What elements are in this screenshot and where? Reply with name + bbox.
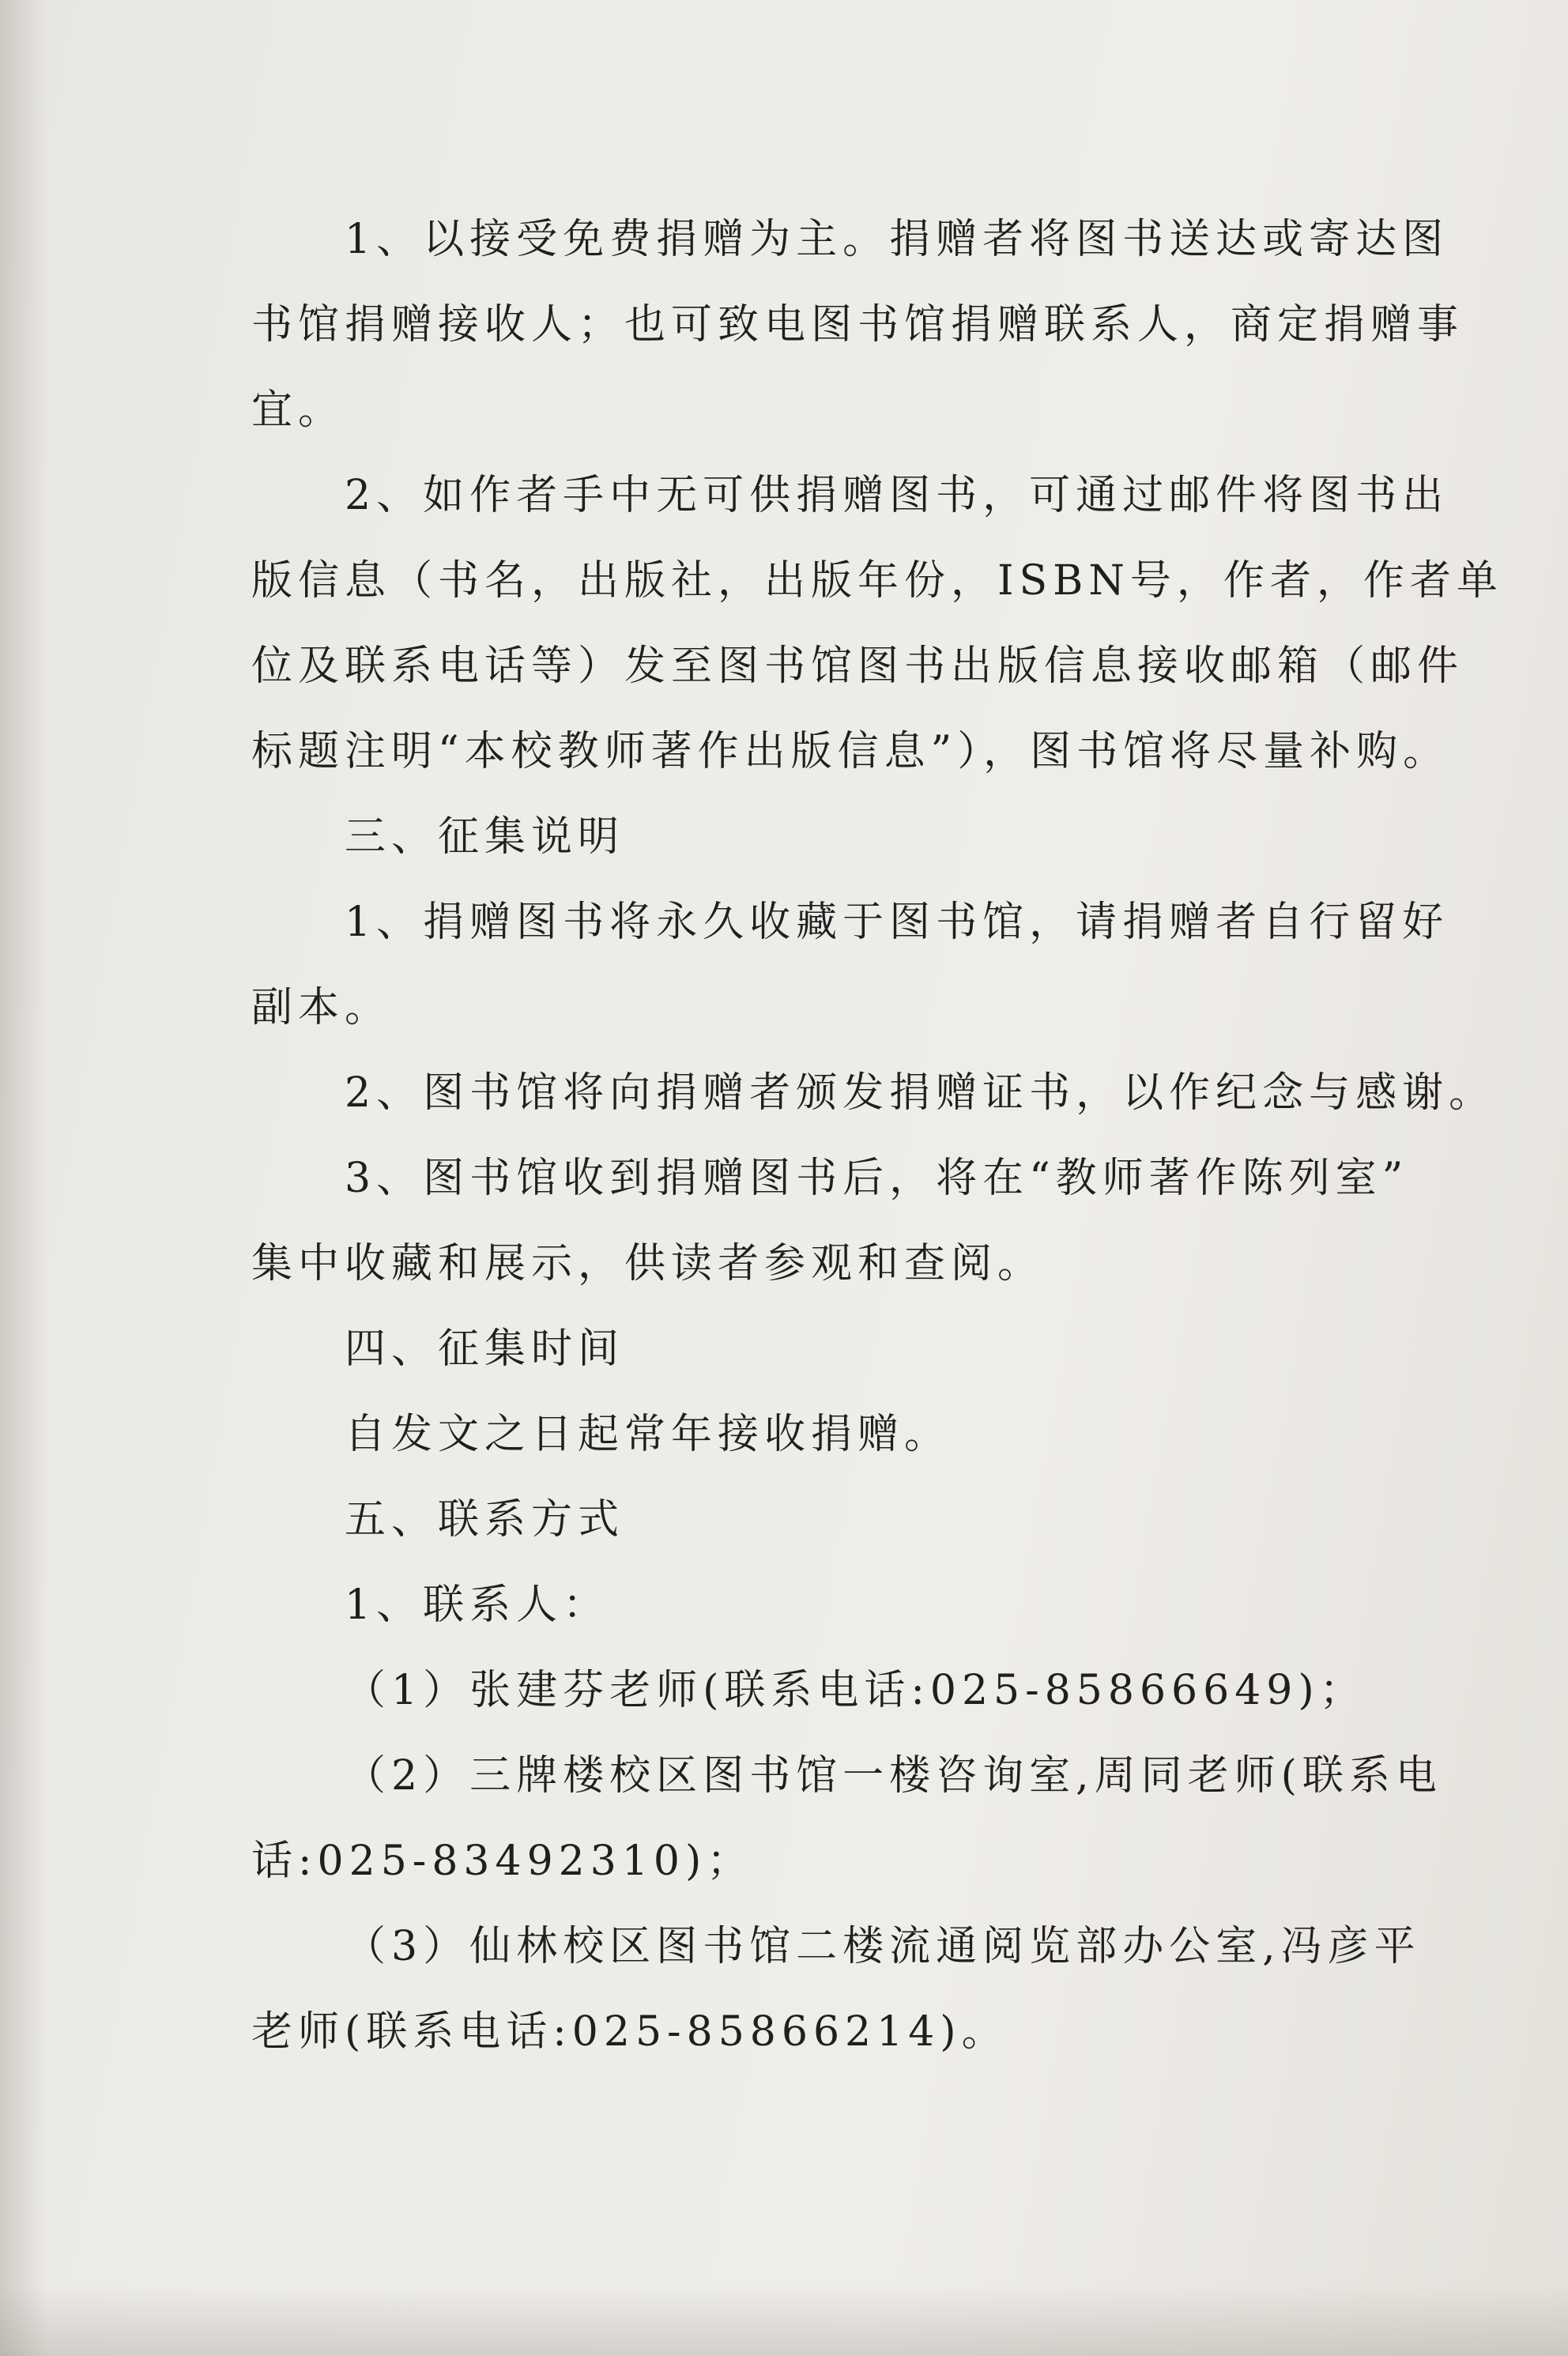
paragraph-note-1-end: 副本。	[251, 984, 392, 1031]
contact-item-3: （3）仙林校区图书馆二楼流通阅览部办公室,冯彦平	[345, 1923, 1421, 1970]
paragraph-note-1: 1、捐赠图书将永久收藏于图书馆，请捐赠者自行留好	[345, 899, 1449, 946]
page-shadow-left	[0, 0, 47, 2356]
section-heading-collection-time: 四、征集时间	[345, 1325, 625, 1373]
paragraph-donation-method-2: 2、如作者手中无可供捐赠图书，可通过邮件将图书出	[345, 472, 1449, 519]
paragraph-note-2: 2、图书馆将向捐赠者颁发捐赠证书，以作纪念与感谢。	[345, 1069, 1496, 1117]
page-shadow-bottom	[0, 2285, 1568, 2356]
contact-persons-label: 1、联系人：	[345, 1581, 610, 1629]
contact-item-2-end: 话:025-83492310)；	[251, 1838, 754, 1885]
paragraph-donation-method-1-end: 宜。	[251, 386, 345, 434]
paragraph-donation-method-2-cont2: 位及联系电话等）发至图书馆图书出版信息接收邮箱（邮件	[251, 643, 1464, 690]
paragraph-collection-time: 自发文之日起常年接收捐赠。	[345, 1411, 952, 1458]
paragraph-note-3: 3、图书馆收到捐赠图书后，将在“教师著作陈列室”	[345, 1155, 1409, 1202]
paragraph-donation-method-2-end: 标题注明“本校教师著作出版信息”），图书馆将尽量补购。	[251, 728, 1450, 775]
paragraph-donation-method-1: 1、以接受免费捐赠为主。捐赠者将图书送达或寄达图	[345, 216, 1449, 263]
document-body	[251, 215, 1503, 2093]
section-heading-collection-notes: 三、征集说明	[345, 813, 625, 861]
contact-item-2: （2）三牌楼校区图书馆一楼咨询室,周同老师(联系电	[345, 1752, 1442, 1800]
section-heading-contact: 五、联系方式	[345, 1496, 625, 1544]
contact-item-3-end: 老师(联系电话:025-85866214)。	[251, 2008, 1008, 2056]
contact-item-1: （1）张建芬老师(联系电话:025-85866649)；	[345, 1667, 1366, 1714]
paragraph-donation-method-1-cont: 书馆捐赠接收人；也可致电图书馆捐赠联系人，商定捐赠事	[251, 301, 1464, 349]
paragraph-donation-method-2-cont: 版信息（书名，出版社，出版年份，ISBN号，作者，作者单	[251, 557, 1503, 605]
paragraph-note-3-end: 集中收藏和展示，供读者参观和查阅。	[251, 1240, 1045, 1287]
